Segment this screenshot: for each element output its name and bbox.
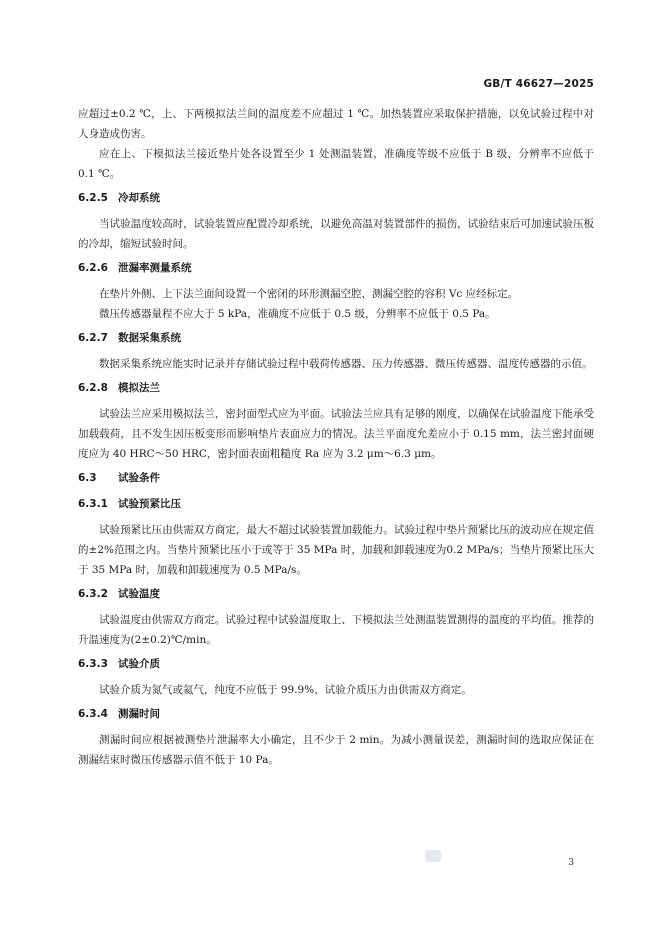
section-title: 试验温度	[118, 588, 160, 600]
section-title: 泄漏率测量系统	[118, 262, 192, 274]
section-number: 6.2.8	[78, 382, 108, 394]
section-number: 6.3	[78, 472, 97, 484]
section-number: 6.3.1	[78, 498, 108, 510]
logo-watermark-icon	[425, 850, 441, 862]
section-number: 6.3.2	[78, 588, 108, 600]
section-heading	[78, 258, 594, 278]
section-heading	[78, 328, 594, 348]
section-heading	[78, 468, 594, 488]
page-number: 3	[568, 858, 574, 868]
section-title: 试验条件	[118, 472, 160, 484]
section-title: 模拟法兰	[118, 382, 160, 394]
body-paragraph: 在垫片外侧、上下法兰面间设置一个密闭的环形测漏空腔，测漏空腔的容积 Vc 应经标定。	[99, 288, 519, 300]
body-paragraph: 试验预紧比压由供需双方商定，最大不超过试验装置加载能力。试验过程中垫片预紧比压的波动应在规定值的±2%范围之内。当垫片预紧比压小于或等于 35 MPa 时，加载和卸载速度为0.2 MPa/s；当垫片预紧比压大于 35 MPa 时，加载和卸载速度为 0.5 MPa/s。	[78, 524, 594, 576]
document-body	[78, 104, 594, 770]
section-number: 6.3.4	[78, 708, 108, 720]
body-paragraph: 数据采集系统应能实时记录并存储试验过程中载荷传感器、压力传感器、微压传感器、温度传感器的示值。	[99, 358, 593, 370]
section-number: 6.3.3	[78, 658, 108, 670]
body-paragraph: 测漏时间应根据被测垫片泄漏率大小确定，且不少于 2 min。为减小测量误差，测漏时间的选取应保证在测漏结束时微压传感器示值不低于 10 Pa。	[78, 734, 594, 766]
section-title: 测漏时间	[118, 708, 160, 720]
section-heading	[78, 494, 594, 514]
section-number: 6.2.5	[78, 192, 108, 204]
section-title: 试验介质	[118, 658, 160, 670]
section-heading	[78, 704, 594, 724]
section-heading	[78, 378, 594, 398]
section-title: 冷却系统	[118, 192, 160, 204]
body-paragraph: 试验介质为氮气或氦气，纯度不应低于 99.9%，试验介质压力由供需双方商定。	[99, 684, 472, 696]
section-heading	[78, 654, 594, 674]
section-heading	[78, 584, 594, 604]
standard-code: GB/T 46627—2025	[483, 78, 594, 90]
section-number: 6.2.6	[78, 262, 108, 274]
section-heading	[78, 188, 594, 208]
body-paragraph: 微压传感器量程不应大于 5 kPa，准确度不应低于 0.5 级，分辨率不应低于 0.5 Pa。	[99, 308, 496, 320]
section-title: 试验预紧比压	[118, 498, 181, 510]
body-paragraph: 试验法兰应采用模拟法兰，密封面型式应为平面。试验法兰应具有足够的刚度，以确保在试验温度下能承受加载载荷，且不发生因压板变形而影响垫片表面应力的情况。法兰平面度允差应小于 0.15 mm，法兰密封面硬度应为 40 HRC～50 HRC，密封面表面粗糙度 Ra 应为 3.2 μm～6.3 μm。	[78, 408, 594, 460]
section-title: 数据采集系统	[118, 332, 181, 344]
section-number: 6.2.7	[78, 332, 108, 344]
body-paragraph: 应在上、下模拟法兰接近垫片处各设置至少 1 处测温装置，准确度等级不应低于 B 级，分辨率不应低于 0.1 ℃。	[78, 148, 594, 180]
body-paragraph: 试验温度由供需双方商定。试验过程中试验温度取上、下模拟法兰处测温装置测得的温度的平均值。推荐的升温速度为(2±0.2)℃/min。	[78, 614, 594, 646]
body-paragraph: 当试验温度较高时，试验装置应配置冷却系统，以避免高温对装置部件的损伤，试验结束后可加速试验压板的冷却，缩短试验时间。	[78, 218, 594, 250]
body-paragraph: 应超过±0.2 ℃，上、下两模拟法兰间的温度差不应超过 1 ℃。加热装置应采取保护措施，以免试验过程中对人身造成伤害。	[78, 108, 594, 140]
